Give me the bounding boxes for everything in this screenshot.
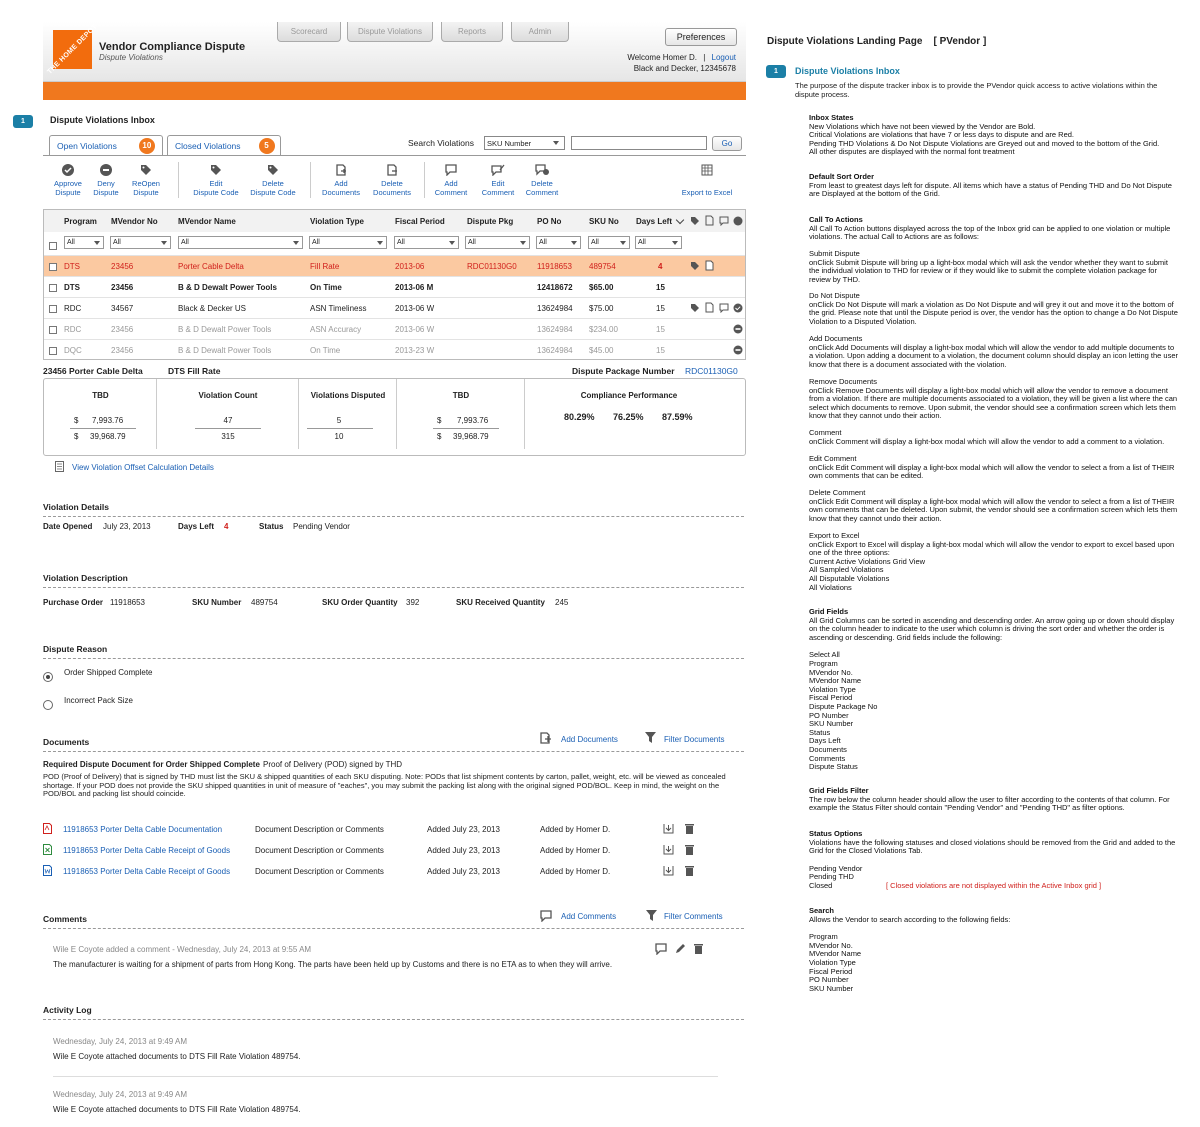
column-header-fiscal-period[interactable]: Fiscal Period (395, 210, 445, 232)
date-opened: July 23, 2013 (103, 522, 151, 531)
required-document-label: Required Dispute Document for Order Shipped Complete (43, 760, 260, 769)
approve-dispute-button[interactable]: Approve Dispute (50, 164, 86, 197)
column-header-violation-type[interactable]: Violation Type (310, 210, 364, 232)
comment-delete-icon (535, 164, 549, 176)
document-remove-icon (386, 164, 398, 176)
document-icon (705, 215, 714, 226)
filter-documents-link[interactable]: Filter Documents (664, 735, 725, 744)
dispute-package-link[interactable]: RDC01130G0 (685, 366, 738, 376)
delete-comment-button[interactable]: Delete Comment (522, 164, 562, 197)
notes-intro: The purpose of the dispute tracker inbox is to provide the PVendor quick access to active violations within the dispute process. (795, 81, 1158, 99)
performance-value: 80.29% (564, 412, 595, 422)
notes-cta-edit-comment: Edit Comment onClick Edit Comment will display a light-box modal which will allow the vendor to select a from a list of THEIR own comments that can be edited. (809, 454, 1175, 481)
tag-icon (267, 164, 279, 176)
activity-log-heading: Activity Log (43, 1005, 744, 1020)
home-depot-logo: THE HOME DEPOT (46, 23, 99, 76)
row-checkbox[interactable] (49, 263, 57, 271)
word-file-icon (43, 865, 52, 876)
app-subtitle: Dispute Violations (99, 53, 163, 62)
activity-time: Wednesday, July 24, 2013 at 9:49 AM (53, 1037, 188, 1046)
notes-call-to-actions: Call To Actions All Call To Action buttons displayed across the top of the Inbox grid can be applied to one violation or multiple violations. The actual Call to Actions are as follows: (809, 215, 1171, 242)
filter-mvendor-no[interactable]: All (110, 236, 171, 249)
download-icon[interactable] (663, 844, 674, 855)
document-icon[interactable] (705, 260, 714, 271)
download-icon[interactable] (663, 865, 674, 876)
inbox-title: Dispute Violations Inbox (50, 115, 155, 125)
filter-icon[interactable] (646, 910, 657, 921)
filter-fiscal-period[interactable]: All (394, 236, 459, 249)
comments-heading: Comments (43, 914, 744, 929)
row-checkbox[interactable] (49, 347, 57, 355)
violations-grid (43, 209, 746, 360)
search-label: Search Violations (408, 138, 474, 148)
pdf-file-icon (43, 823, 52, 834)
welcome-text: Welcome Homer D. (627, 53, 697, 62)
column-header-dispute-pkg[interactable]: Dispute Pkg (467, 210, 513, 232)
summary-col: TBD $ 7,993.76 $ 39,968.79 (44, 379, 157, 449)
column-header-po-no[interactable]: PO No (537, 210, 561, 232)
trash-icon[interactable] (685, 844, 694, 855)
radio-order-shipped-complete[interactable] (43, 672, 53, 682)
violation-description-heading: Violation Description (43, 573, 744, 588)
row-checkbox[interactable] (49, 305, 57, 313)
activity-divider (53, 1076, 718, 1077)
summary-col: Violations Disputed 5 10 (299, 379, 397, 449)
activity-text: Wile E Coyote attached documents to DTS Fill Rate Violation 489754. (53, 1052, 301, 1061)
summary-col: Violation Count 47 315 (157, 379, 299, 449)
calculator-icon (55, 461, 64, 472)
required-document: Proof of Delivery (POD) signed by THD (263, 760, 403, 769)
filter-violation-type[interactable]: All (309, 236, 387, 249)
notes-cta-do-not-dispute: Do Not Dispute onClick Do Not Dispute will mark a violation as Do Not Dispute and will grey it out and move it to the bottom of the grid. Please note that until the Dispute period is over, the vendor has the option to change a Do Not Dispute Violation to a Disputed Violation. (809, 291, 1178, 326)
minus-circle-icon (733, 324, 743, 334)
select-all-checkbox[interactable] (49, 242, 57, 250)
comment-meta: Wile E Coyote added a comment - Wednesday, July 24, 2013 at 9:55 AM (53, 945, 312, 954)
notes-grid-fields: Grid Fields All Grid Columns can be sorted in ascending and descending order. An arrow going up or down should display on the column header to indicate to the user which column is driving the sort order and whether the order is ascending or descending. Grid fields include the following: Select All Program MVendor No. MVendor Name Violation Type Fiscal Period Dispute Package No PO Number SKU Number Status Days Left Documents Comments Dispute Status (809, 607, 1175, 772)
minus-circle-icon (100, 164, 112, 176)
notes-default-sort: Default Sort Order From least to greatest days left for dispute. All items which have a status of Pending THD and Do Not Dispute are Displayed at the bottom of the Grid. (809, 172, 1172, 199)
comment-icon (445, 164, 457, 176)
tag-icon (690, 216, 700, 226)
check-circle-icon (62, 164, 74, 176)
open-count-badge: 10 (139, 138, 155, 154)
document-link[interactable]: 11918653 Porter Delta Cable Documentation (63, 825, 223, 834)
tag-icon (140, 164, 152, 176)
vendor-info: Black and Decker, 12345678 (633, 64, 736, 73)
export-to-excel-button[interactable]: Export to Excel (676, 164, 738, 197)
table-row[interactable]: RDC 23456 B & D Dewalt Power Tools ASN Accuracy 2013-06 W 13624984 $234.00 15 (44, 318, 745, 339)
notes-step-title: Dispute Violations Inbox (795, 66, 900, 76)
violation-details-heading: Violation Details (43, 502, 744, 517)
notes-inbox-states: Inbox States New Violations which have not been viewed by the Vendor are Bold. Critical Violations are violations that have 7 or less days to dispute and are Red. Pending THD Violations & Do Not Dispute Violations are Greyed out and moved to the bottom of the Grid. All other disputes are displayed with the normal font treatment (809, 113, 1160, 157)
trash-icon[interactable] (685, 865, 694, 876)
document-link[interactable]: 11918653 Porter Delta Cable Receipt of Goods (63, 846, 231, 855)
document-link[interactable]: 11918653 Porter Delta Cable Receipt of Goods (63, 867, 231, 876)
notes-closed-warning: [ Closed violations are not displayed within the Active Inbox grid ] (886, 881, 1102, 890)
spreadsheet-icon (701, 164, 713, 176)
toolbar-divider (310, 162, 311, 198)
row-checkbox[interactable] (49, 284, 57, 292)
table-row[interactable]: DQC 23456 B & D Dewalt Power Tools On Time 2013-23 W 13624984 $45.00 15 (44, 339, 745, 360)
orange-bar (43, 82, 746, 100)
add-documents-button[interactable]: Add Documents (318, 164, 364, 197)
nav-tab-dispute-violations[interactable]: Dispute Violations (347, 22, 433, 42)
notes-grid-filter: Grid Fields Filter The row below the column header should allow the user to filter according to the contents of that column. For example the Status Filter should contain "Pending Vendor" and "Pending THD" as filter options. (809, 786, 1170, 813)
column-header-mvendor-no[interactable]: MVendor No (111, 210, 158, 232)
notes-status-options: Status Options Violations have the following statuses and closed violations should be removed from the Grid and added to the Grid for the Closed Violations Tab. Pending Vendor Pending THD Closed (809, 829, 1176, 890)
excel-file-icon (43, 844, 52, 855)
dispute-reason-heading: Dispute Reason (43, 644, 744, 659)
tag-icon (210, 164, 222, 176)
nav-tab-scorecard[interactable]: Scorecard (277, 22, 341, 42)
deny-dispute-button[interactable]: Deny Dispute (91, 164, 121, 197)
nav-tab-admin[interactable]: Admin (511, 22, 569, 42)
comment-icon[interactable] (719, 303, 729, 313)
filter-comments-link[interactable]: Filter Comments (664, 912, 723, 921)
notes-cta-remove-documents: Remove Documents onClick Remove Documents will display a light-box modal which will allow the vendor to remove a document from a violation. If there are multiple documents associated to a violation, they will be given a list where the can select which documents to remove. Upon submit, the vendor should see a confirmation screen which lets them know that they cannot undo their action. (809, 377, 1178, 421)
trash-icon[interactable] (685, 823, 694, 834)
notes-cta-delete-comment: Delete Comment onClick Edit Comment will display a light-box modal which will allow the vendor to select a from a list of THEIR own comments that can be deleted. Upon submit, the vendor should see a confirmation screen which lets them know that they cannot undo their action. (809, 488, 1178, 523)
tab-closed-violations[interactable]: Closed Violations 5 (167, 135, 281, 155)
filter-dispute-pkg[interactable]: All (465, 236, 530, 249)
nav-tab-reports[interactable]: Reports (441, 22, 503, 42)
notes-cta-add-documents: Add Documents onClick Add Documents will display a light-box modal which will allow the vendor to add multiple documents to a violation. Upon adding a document to a violation, the document column should display an icon letting the user know that there is a document associated with the violation. (809, 334, 1178, 369)
search-field-select[interactable]: SKU Number (484, 136, 565, 150)
search-input[interactable] (571, 136, 707, 150)
activity-time: Wednesday, July 24, 2013 at 9:49 AM (53, 1090, 188, 1099)
row-checkbox[interactable] (49, 326, 57, 334)
comment-edit-icon (491, 164, 505, 176)
activity-text: Wile E Coyote attached documents to DTS Fill Rate Violation 489754. (53, 1105, 301, 1114)
notes-page-title: Dispute Violations Landing Page [ PVendor ] (767, 36, 987, 47)
offset-calculation-link[interactable]: View Violation Offset Calculation Details (72, 463, 214, 472)
delete-documents-button[interactable]: Delete Documents (369, 164, 415, 197)
performance-value: 87.59% (662, 412, 693, 422)
days-left: 4 (224, 522, 229, 531)
radio-incorrect-pack-size[interactable] (43, 700, 53, 710)
preferences-button[interactable]: Preferences (665, 28, 737, 46)
comment-text: The manufacturer is waiting for a shipment of parts from Hong Kong. The parts have been held up by Customs and there is no ETA as to when they will arrive. (53, 960, 613, 969)
comment-icon[interactable] (540, 910, 552, 922)
status-circle-icon (733, 216, 743, 226)
table-row[interactable]: RDC 34567 Black & Decker US ASN Timeliness 2013-06 W 13624984 $75.00 15 (44, 297, 745, 318)
app-title: Vendor Compliance Dispute (99, 41, 246, 53)
filter-days-left[interactable]: All (635, 236, 682, 249)
check-circle-icon (733, 303, 743, 313)
download-icon[interactable] (663, 823, 674, 834)
document-row: 11918653 Porter Delta Cable Receipt of Goods Document Description or Comments Added July 23, 2013 Added by Homer D. (43, 864, 743, 884)
column-header-mvendor-name[interactable]: MVendor Name (178, 210, 236, 232)
trash-icon[interactable] (694, 943, 703, 954)
document-icon[interactable] (705, 302, 714, 313)
performance-value: 76.25% (613, 412, 644, 422)
table-row[interactable]: DTS 23456 Porter Cable Delta Fill Rate 2013-06 RDC01130G0 11918653 489754 4 (44, 255, 745, 276)
summary-panel: TBD $ 7,993.76 $ 39,968.79 Violation Count 47 315 Violations Disputed 5 10 TBD $ 7,993.76 $ 39,968.79 Compliance Performance 80.29% 76.25% 87.59% (43, 378, 746, 456)
filter-mvendor-name[interactable]: All (178, 236, 303, 249)
status-value: Pending Vendor (293, 522, 350, 531)
filter-icon[interactable] (645, 732, 656, 743)
chevron-down-icon (553, 141, 559, 148)
logout-link[interactable]: Logout (711, 53, 736, 62)
tag-icon[interactable] (690, 303, 700, 313)
table-row[interactable]: DTS 23456 B & D Dewalt Power Tools On Time 2013-06 M 12418672 $65.00 15 (44, 276, 745, 297)
reply-comment-icon[interactable] (655, 943, 667, 955)
summary-col: TBD $ 7,993.76 $ 39,968.79 (397, 379, 525, 449)
document-add-icon[interactable] (539, 732, 552, 744)
tab-divider (43, 155, 746, 156)
documents-heading: Documents (43, 737, 744, 752)
document-row: 11918653 Porter Delta Cable Documentation Document Description or Comments Added July 23, 2013 Added by Homer D. (43, 822, 743, 842)
selected-vendor: 23456 Porter Cable Delta (43, 366, 143, 376)
column-header-days-left[interactable]: Days Left (636, 210, 672, 232)
closed-count-badge: 5 (259, 138, 275, 154)
notes-cta-submit: Submit Dispute onClick Submit Dispute will bring up a light-box modal which will ask the vendor whether they want to submit the individual violation to THD for review or if they would like to submit the complete violation package for review by THD. (809, 249, 1168, 284)
search-go-button[interactable]: Go (712, 136, 742, 151)
edit-comment-button[interactable]: Edit Comment (479, 164, 517, 197)
step-marker: 1 (13, 115, 33, 128)
add-comment-button[interactable]: Add Comment (432, 164, 470, 197)
selected-violation-type: DTS Fill Rate (168, 366, 221, 376)
delete-dispute-code-button[interactable]: Delete Dispute Code (246, 164, 300, 197)
add-comments-link[interactable]: Add Comments (561, 912, 617, 921)
add-documents-link[interactable]: Add Documents (561, 735, 618, 744)
toolbar-divider (178, 162, 179, 198)
toolbar-divider (424, 162, 425, 198)
welcome-line: Welcome Homer D. | Logout (627, 53, 736, 62)
filter-sku-no[interactable]: All (588, 236, 630, 249)
column-header-program[interactable]: Program (64, 210, 97, 232)
tag-icon[interactable] (690, 261, 700, 271)
comment-icon (719, 216, 729, 226)
notes-cta-comment: Comment onClick Comment will display a light-box modal which will allow the vendor to add a comment to a violation. (809, 428, 1165, 446)
pod-instructions: POD (Proof of Delivery) that is signed by THD must list the SKU & shipped quantities of each SKU disputing. Note: PODs that list shipment contents by carton, pallet, weight, etc. will be viewed as concealed shortage. If your POD does not provide the SKU shipped quantities in unit of measure of "eaches", you may submit the packing list along with the original signed POD/BOL. Keep in mind, the weight on the POD/BOL and packing list should coincide. (43, 772, 726, 799)
pencil-icon[interactable] (675, 943, 686, 954)
notes-cta-export: Export to Excel onClick Export to Excel will display a light-box modal which will allow the vendor to export to excel based upon one of the three options: Current Active Violations Grid View All Sampled Violations All Disputable Violations All Violations (809, 531, 1175, 592)
reopen-dispute-button[interactable]: ReOpen Dispute (128, 164, 164, 197)
document-add-icon (335, 164, 347, 176)
edit-dispute-code-button[interactable]: Edit Dispute Code (190, 164, 242, 197)
filter-program[interactable]: All (64, 236, 104, 249)
filter-po-no[interactable]: All (536, 236, 581, 249)
dispute-package-label: Dispute Package Number (572, 366, 675, 376)
notes-search: Search Allows the Vendor to search according to the following fields: Program MVendor No. MVendor Name Violation Type Fiscal Period PO Number SKU Number (809, 906, 1011, 993)
document-row: 11918653 Porter Delta Cable Receipt of Goods Document Description or Comments Added July 23, 2013 Added by Homer D. (43, 843, 743, 863)
notes-step-marker: 1 (766, 65, 786, 78)
column-header-sku-no[interactable]: SKU No (589, 210, 619, 232)
minus-circle-icon (733, 345, 743, 355)
tab-open-violations[interactable]: Open Violations 10 (49, 135, 163, 155)
